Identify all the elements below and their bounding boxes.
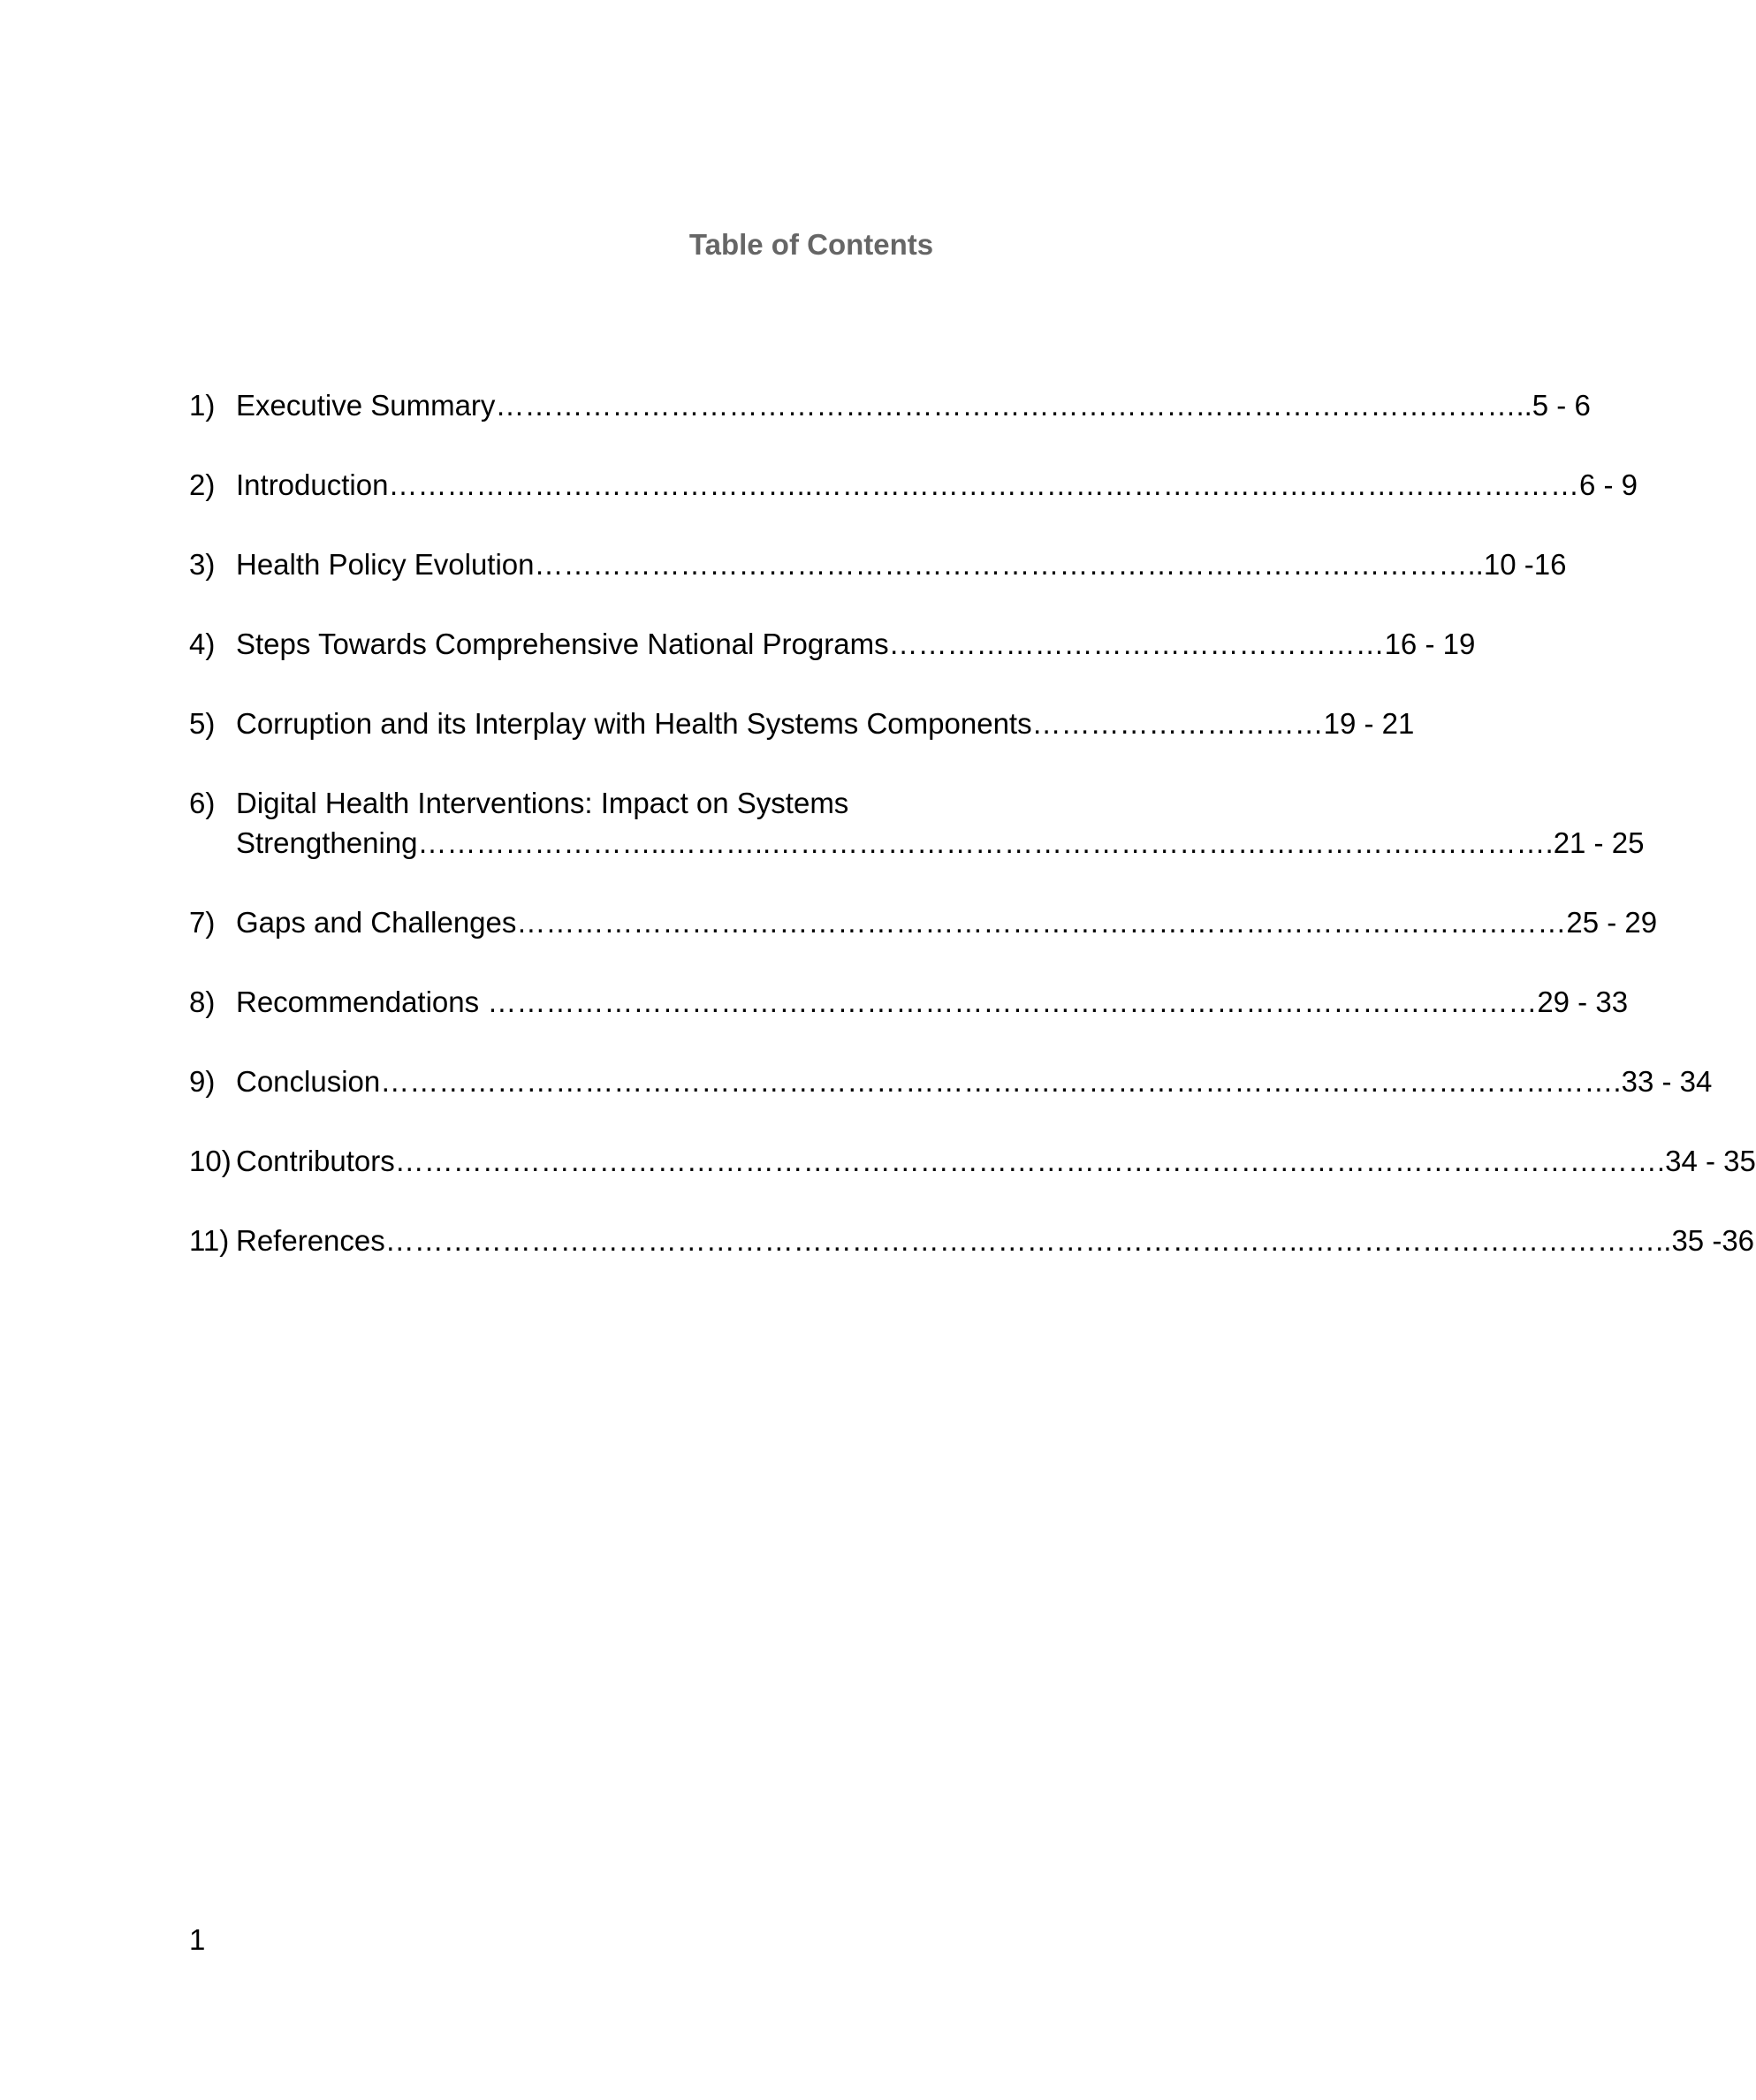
toc-entry-number: 9) — [189, 1065, 216, 1098]
toc-entry-pages: 21 - 25 — [1553, 826, 1645, 859]
toc-entry-number: 11) — [189, 1224, 230, 1257]
toc-entry-number: 7) — [189, 906, 216, 939]
toc-entry-title-continued: Strengthening — [236, 826, 418, 859]
toc-entry-pages: 33 - 34 — [1621, 1065, 1713, 1098]
toc-entry-pages: 16 - 19 — [1384, 628, 1476, 660]
toc-entry-number: 5) — [189, 707, 216, 740]
toc-leader-dots: ……………………………………..……………………………………………………………….…… — [388, 468, 1579, 501]
toc-entry-title: Conclusion — [236, 1065, 381, 1098]
toc-entry-pages: 25 - 29 — [1566, 906, 1658, 939]
toc-leader-dots: ……………………..………..…………………………………………………………..…………. — [417, 826, 1554, 859]
toc-entry-pages: 34 - 35 — [1665, 1145, 1756, 1177]
toc-entry-pages: 19 - 21 — [1323, 707, 1415, 740]
toc-leader-dots: …………………………………………… — [888, 628, 1385, 660]
toc-leader-dots: …………………………………………………………………………………..……………………………….. — [384, 1224, 1672, 1257]
toc-entry-title: Executive Summary — [236, 389, 496, 422]
toc-entry-title: Digital Health Interventions: Impact on Systems — [236, 787, 849, 819]
toc-entry-title: Health Policy Evolution — [236, 548, 535, 581]
toc-entry-title: References — [236, 1224, 385, 1257]
toc-entry-pages: 10 -16 — [1483, 548, 1567, 581]
toc-entry-pages: 5 - 6 — [1532, 389, 1591, 422]
toc-entry-number: 2) — [189, 468, 216, 501]
toc-leader-dots: ……………………………………………………………………………………………… — [516, 906, 1567, 939]
toc-entry-number: 10) — [189, 1145, 232, 1177]
toc-leader-dots: …………………………………………………………………………………………….. — [495, 389, 1532, 422]
toc-entry-title: Gaps and Challenges — [236, 906, 517, 939]
page-number: 1 — [189, 1923, 206, 1956]
toc-leader-dots: ……………………………………………………………………………………………… — [487, 985, 1538, 1018]
toc-entry-pages: 6 - 9 — [1578, 468, 1638, 501]
toc-entry-title: Recommendations — [236, 985, 488, 1018]
page-title: Table of Contents — [688, 228, 934, 261]
toc-entry-number: 4) — [189, 628, 216, 660]
toc-entry-number: 6) — [189, 787, 216, 819]
toc-entry-number: 1) — [189, 389, 216, 422]
toc-leader-dots: …………………………………………………………………………………….. — [534, 548, 1484, 581]
toc-entry-title: Steps Towards Comprehensive National Programs — [236, 628, 889, 660]
toc-entry-pages: 29 - 33 — [1537, 985, 1629, 1018]
toc-leader-dots: …………………………………………………………….…………………………………………………. — [380, 1065, 1622, 1098]
toc-leader-dots: ………………………………………………………………………………….………………………………. — [394, 1145, 1666, 1177]
toc-entry-number: 8) — [189, 985, 216, 1018]
toc-entry-title: Corruption and its Interplay with Health Systems Components — [236, 707, 1032, 740]
toc-leader-dots: ………………………… — [1031, 707, 1324, 740]
toc-entry-pages: 35 -36 — [1671, 1224, 1755, 1257]
toc-entry-title: Introduction — [236, 468, 389, 501]
toc-entry-number: 3) — [189, 548, 216, 581]
toc-entry-title: Contributors — [236, 1145, 395, 1177]
